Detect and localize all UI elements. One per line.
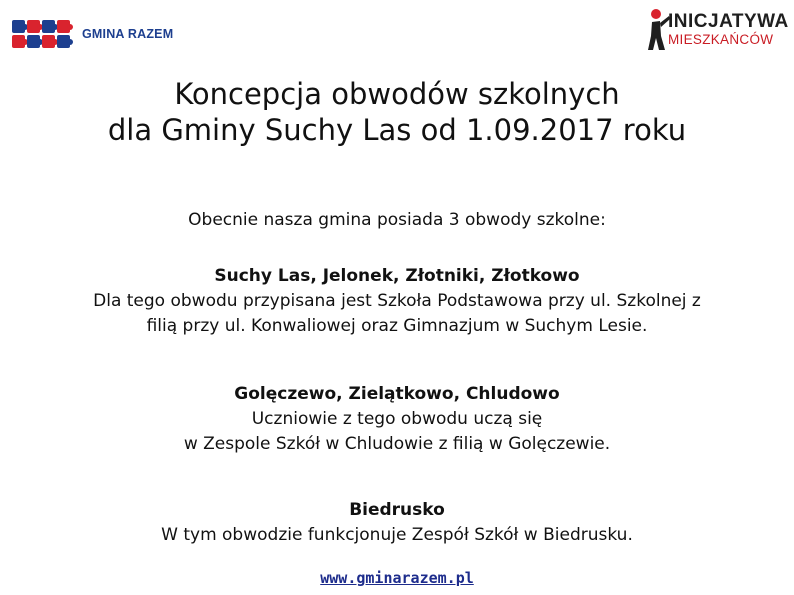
gmina-razem-logo bbox=[12, 20, 173, 48]
district-name: Golęczewo, Zielątkowo, Chludowo bbox=[234, 384, 560, 404]
title-line-2: dla Gminy Suchy Las od 1.09.2017 roku bbox=[107, 113, 687, 147]
intro-text: Obecnie nasza gmina posiada 3 obwody szkolne: bbox=[188, 210, 606, 230]
logo-right-line2: MIESZKAŃCÓW bbox=[668, 32, 774, 47]
district-block-3 bbox=[30, 498, 764, 548]
inicjatywa-mieszkancow-logo bbox=[648, 8, 789, 54]
district-description-line-1: W tym obwodzie funkcjonuje Zespół Szkół w Biedrusku. bbox=[161, 525, 633, 545]
district-description-line-2: w Zespole Szkół w Chludowie z filią w Golęczewie. bbox=[183, 434, 611, 454]
district-block-2 bbox=[30, 382, 764, 457]
district-description-line-2: filią przy ul. Konwaliowej oraz Gimnazjum w Suchym Lesie. bbox=[146, 316, 648, 336]
logo-right-line1: INICJATYWA bbox=[668, 11, 789, 32]
district-description-line-1: Dla tego obwodu przypisana jest Szkoła Podstawowa przy ul. Szkolnej z bbox=[93, 291, 701, 311]
logo-left-text: GMINA RAZEM bbox=[82, 27, 174, 41]
person-figure-icon bbox=[648, 8, 670, 52]
title-line-1: Koncepcja obwodów szkolnych bbox=[174, 77, 620, 111]
district-name: Suchy Las, Jelonek, Złotniki, Złotkowo bbox=[214, 266, 580, 286]
district-name: Biedrusko bbox=[349, 500, 445, 520]
district-description-line-1: Uczniowie z tego obwodu uczą się bbox=[251, 409, 543, 429]
page-title bbox=[0, 76, 794, 148]
puzzle-icon bbox=[12, 20, 70, 48]
website-link[interactable]: www.gminarazem.pl bbox=[320, 569, 474, 587]
district-block-1 bbox=[30, 264, 764, 339]
